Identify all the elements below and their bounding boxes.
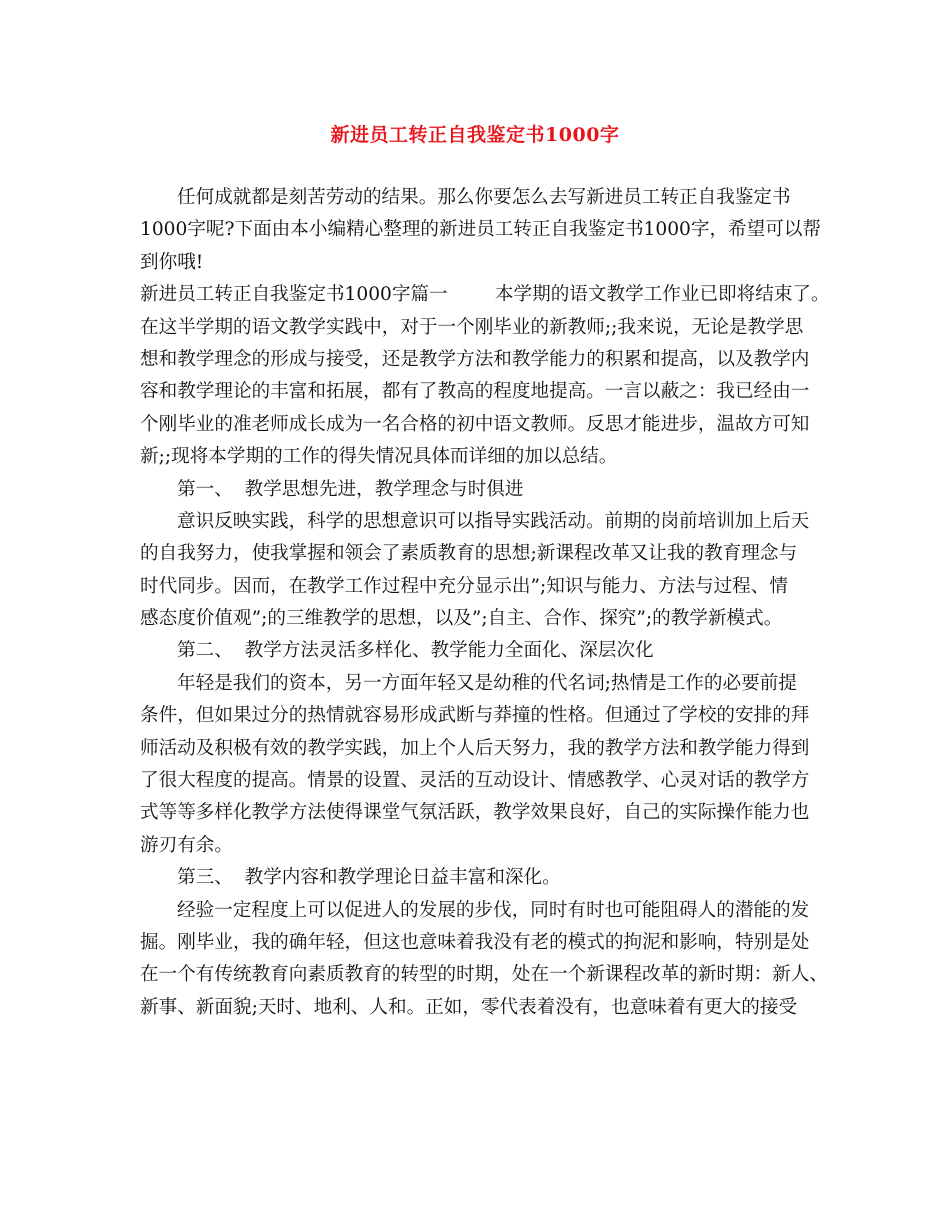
- text-line: 时代同步。因而，在教学工作过程中充分显示出”;知识与能力、方法与过程、情: [140, 575, 788, 597]
- text-line: 掘。刚毕业，我的确年轻，但这也意味着我没有老的模式的拘泥和影响，特别是处: [140, 931, 810, 953]
- text-line: 个刚毕业的准老师成长成为一名合格的初中语文教师。反思才能进步，温故方可知: [140, 413, 810, 435]
- text-line: 师活动及积极有效的教学实践，加上个人后天努力，我的教学方法和教学能力得到: [140, 737, 810, 759]
- text-line: 在这半学期的语文教学实践中，对于一个刚毕业的新教师;;我来说，无论是教学思: [140, 316, 804, 338]
- text-line: 1000字呢?下面由本小编精心整理的新进员工转正自我鉴定书1000字，希望可以帮: [140, 219, 822, 241]
- text-line: 条件，但如果过分的热情就容易形成武断与莽撞的性格。但通过了学校的安排的拜: [140, 705, 810, 727]
- text-line: 新;;现将本学期的工作的得失情况具体而详细的加以总结。: [140, 446, 618, 468]
- text-line: 容和教学理论的丰富和拓展，都有了教高的程度地提高。一言以蔽之：我已经由一: [140, 381, 810, 403]
- text-line: 想和教学理念的形成与接受，还是教学方法和教学能力的积累和提高，以及教学内: [140, 348, 810, 370]
- text-line: 在一个有传统教育向素质教育的转型的时期，处在一个新课程改革的新时期：新人、: [140, 964, 828, 986]
- document-title: 新进员工转正自我鉴定书1000字: [330, 124, 620, 146]
- document-body: [140, 182, 830, 1024]
- text-line: 新进员工转正自我鉴定书1000字篇一 本学期的语文教学工作业已即将结束了。: [140, 284, 830, 306]
- text-line: 第一、 教学思想先进，教学理念与时俱进: [177, 478, 524, 500]
- text-line: 到你哦!: [140, 251, 204, 273]
- text-line: 第二、 教学方法灵活多样化、教学能力全面化、深层次化: [177, 640, 654, 662]
- text-line: 任何成就都是刻苦劳动的结果。那么你要怎么去写新进员工转正自我鉴定书: [177, 187, 791, 208]
- text-line: 年轻是我们的资本，另一方面年轻又是幼稚的代名词;热情是工作的必要前提: [177, 672, 797, 694]
- text-line: 式等等多样化教学方法使得课堂气氛活跃，教学效果良好，自己的实际操作能力也: [140, 802, 810, 824]
- text-line: 意识反映实践，科学的思想意识可以指导实践活动。前期的岗前培训加上后天: [177, 510, 810, 532]
- text-line: 新事、新面貌;天时、地利、人和。正如，零代表着没有，也意味着有更大的接受: [140, 996, 798, 1018]
- text-line: 的自我努力，使我掌握和领会了素质教育的思想;新课程改革又让我的教育理念与: [140, 543, 798, 565]
- text-line: 第三、 教学内容和教学理论日益丰富和深化。: [177, 867, 561, 889]
- text-line: 感态度价值观”;的三维教学的思想，以及”;自主、合作、探究”;的教学新模式。: [140, 608, 783, 630]
- text-line: 游刃有余。: [140, 834, 233, 856]
- text-line: 经验一定程度上可以促进人的发展的步伐，同时有时也可能阻碍人的潜能的发: [177, 899, 810, 921]
- text-line: 了很大程度的提高。情景的设置、灵活的互动设计、情感教学、心灵对话的教学方: [140, 770, 810, 792]
